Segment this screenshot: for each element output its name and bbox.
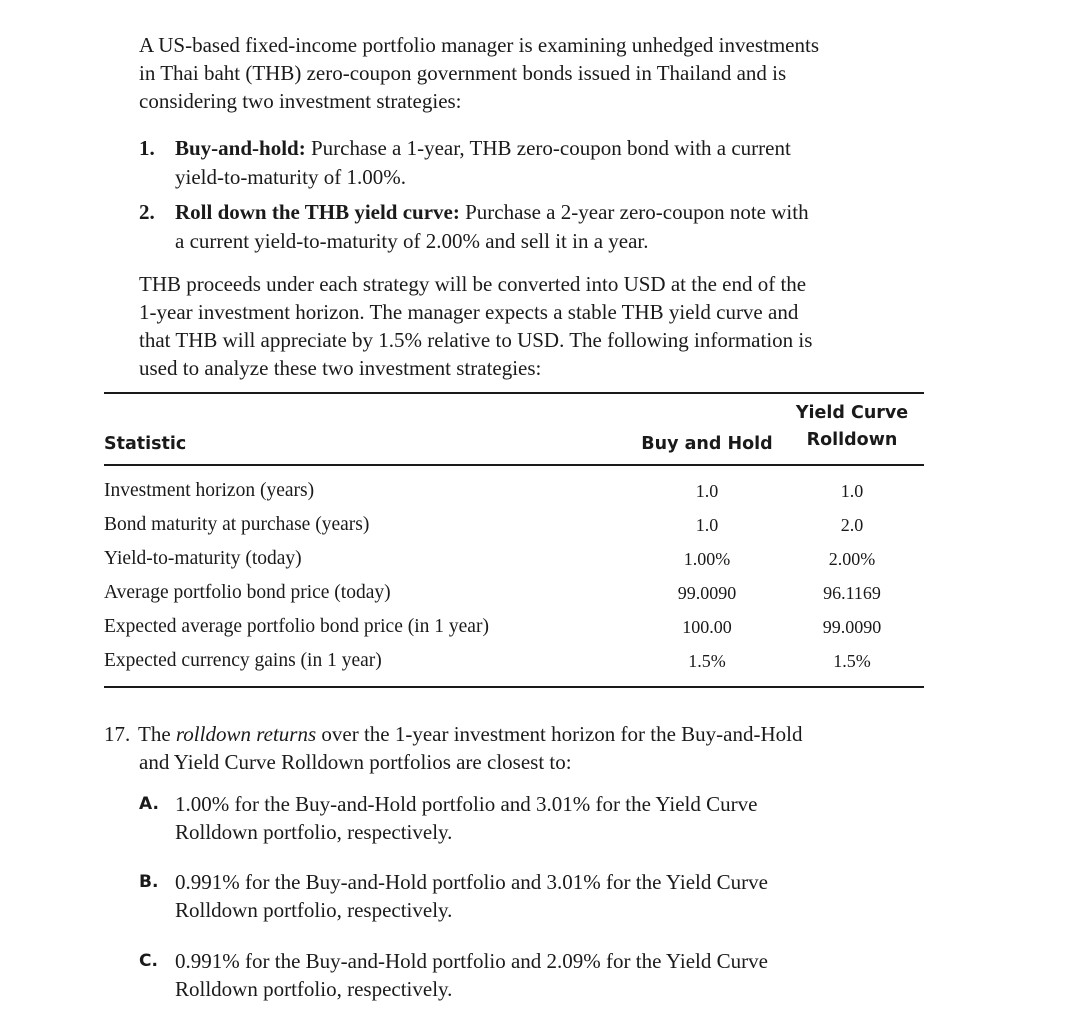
cell-statistic: Expected currency gains (in 1 year) — [104, 650, 382, 671]
column-header-yield-curve-rolldown — [784, 400, 920, 454]
question-number: 17. — [104, 722, 131, 746]
table-row — [104, 544, 924, 578]
option-text: Rolldown portfolio, respectively. — [175, 977, 453, 1001]
cell-statistic: Bond maturity at purchase (years) — [104, 514, 370, 535]
intro-line: in Thai baht (THB) zero-coupon government bonds issued in Thailand and is — [139, 61, 787, 85]
option-letter: C. — [139, 951, 158, 971]
column-header-buy-and-hold: Buy and Hold — [641, 434, 773, 454]
cell-buy-and-hold: 1.00% — [683, 549, 731, 569]
cell-statistic: Expected average portfolio bond price (in 1 year) — [104, 616, 489, 637]
cell-rolldown: 1.5% — [833, 651, 871, 671]
option-letter: B. — [139, 872, 159, 892]
column-header-statistic: Statistic — [104, 434, 187, 454]
column-header-line: Rolldown — [806, 430, 898, 450]
followup-line: used to analyze these two investment strategies: — [139, 356, 542, 380]
answer-option-c[interactable] — [139, 947, 939, 1003]
strategy-list — [139, 134, 939, 262]
table-row — [104, 476, 924, 510]
followup-line: that THB will appreciate by 1.5% relative to USD. The following information is — [139, 328, 813, 352]
table-row — [104, 510, 924, 544]
table-row — [104, 612, 924, 646]
strategy-heading: Roll down the THB yield curve: — [175, 200, 460, 224]
strategy-text: a current yield-to-maturity of 2.00% and sell it in a year. — [175, 229, 649, 253]
table-row — [104, 646, 924, 680]
followup-line: THB proceeds under each strategy will be converted into USD at the end of the — [139, 272, 807, 296]
option-text: 0.991% for the Buy-and-Hold portfolio and 3.01% for the Yield Curve — [175, 870, 768, 894]
question-text: over the 1-year investment horizon for the Buy-and-Hold — [316, 722, 803, 746]
question-emphasis: rolldown returns — [175, 722, 317, 746]
cell-statistic: Investment horizon (years) — [104, 480, 315, 501]
strategy-text: Purchase a 2-year zero-coupon note with — [459, 200, 809, 224]
option-text: Rolldown portfolio, respectively. — [175, 898, 453, 922]
cell-buy-and-hold: 99.0090 — [677, 583, 737, 603]
cell-statistic: Average portfolio bond price (today) — [104, 582, 391, 603]
option-letter: A. — [139, 794, 159, 814]
table-body — [104, 466, 924, 688]
intro-paragraph — [139, 31, 939, 115]
option-text: 1.00% for the Buy-and-Hold portfolio and 3.01% for the Yield Curve — [175, 792, 758, 816]
intro-line: A US-based fixed-income portfolio manager is examining unhedged investments — [139, 33, 820, 57]
table-header — [104, 394, 924, 466]
strategy-item-roll-down — [139, 198, 939, 256]
cell-rolldown: 2.00% — [828, 549, 876, 569]
table-row — [104, 578, 924, 612]
option-text: 0.991% for the Buy-and-Hold portfolio and 2.09% for the Yield Curve — [175, 949, 768, 973]
question-text: and Yield Curve Rolldown portfolios are closest to: — [139, 750, 572, 774]
cell-rolldown: 96.1169 — [823, 583, 881, 603]
followup-paragraph — [139, 270, 939, 382]
strategy-heading: Buy-and-hold: — [175, 136, 306, 160]
cell-buy-and-hold: 1.0 — [695, 515, 719, 535]
strategy-number: 1. — [139, 136, 155, 160]
question-text: The — [138, 722, 176, 746]
intro-line: considering two investment strategies: — [139, 89, 462, 113]
cell-rolldown: 2.0 — [840, 515, 864, 535]
cell-statistic: Yield-to-maturity (today) — [104, 548, 302, 569]
cell-buy-and-hold: 1.5% — [688, 651, 726, 671]
strategy-text: yield-to-maturity of 1.00%. — [175, 165, 406, 189]
answer-option-a[interactable] — [139, 790, 939, 846]
statistics-table — [104, 392, 924, 688]
cell-buy-and-hold: 100.00 — [682, 617, 732, 637]
option-text: Rolldown portfolio, respectively. — [175, 820, 453, 844]
strategy-item-buy-and-hold — [139, 134, 939, 192]
question-17 — [104, 720, 944, 776]
followup-line: 1-year investment horizon. The manager expects a stable THB yield curve and — [139, 300, 799, 324]
strategy-number: 2. — [139, 200, 155, 224]
strategy-text: Purchase a 1-year, THB zero-coupon bond with a current — [305, 136, 791, 160]
cell-buy-and-hold: 1.0 — [695, 481, 719, 501]
cell-rolldown: 1.0 — [840, 481, 864, 501]
cell-rolldown: 99.0090 — [822, 617, 882, 637]
column-header-line: Yield Curve — [795, 403, 909, 423]
answer-option-b[interactable] — [139, 868, 939, 924]
